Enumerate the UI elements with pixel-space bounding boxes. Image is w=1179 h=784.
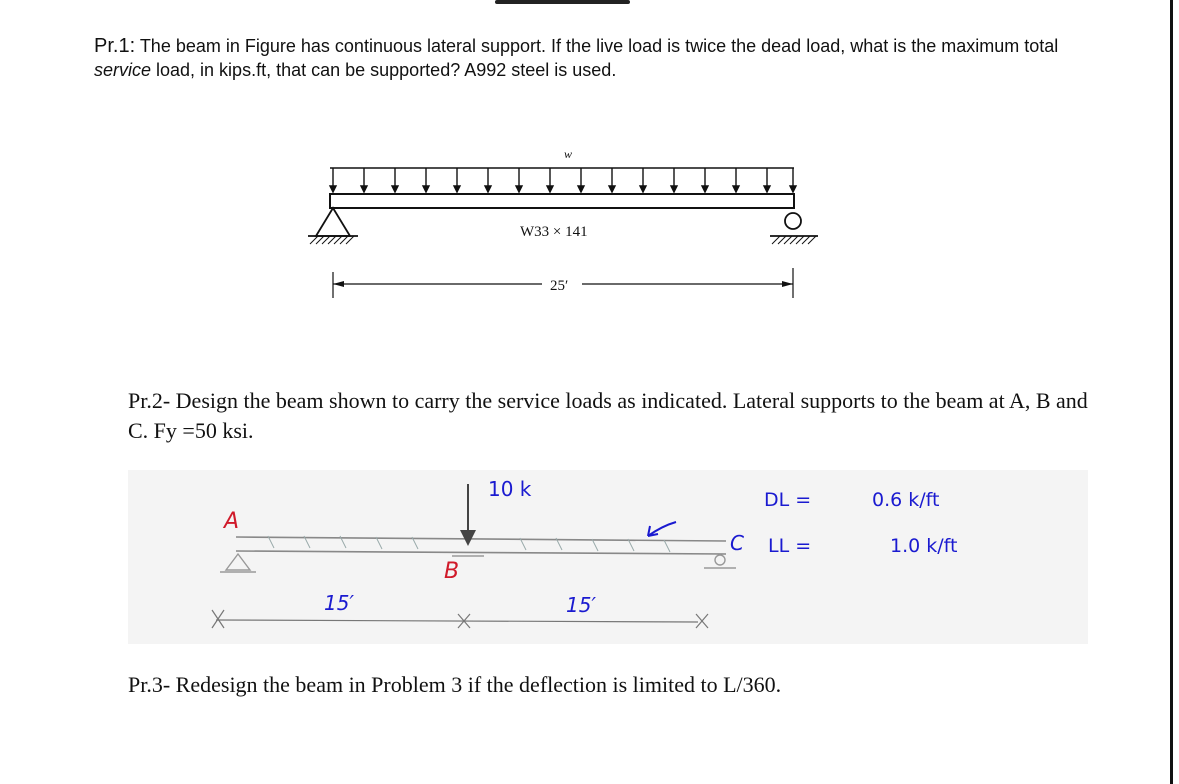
beam-sketch-2 <box>128 470 1088 644</box>
sketch-beam <box>236 537 726 554</box>
support-b-label: B <box>444 559 460 584</box>
beam-figure-1 <box>300 140 840 310</box>
live-load-value: 1.0 k/ft <box>890 535 958 557</box>
sketch-support-c <box>704 555 736 568</box>
sketch-support-a <box>220 554 256 572</box>
sketch-pointer-arrow <box>648 522 676 536</box>
problem-3-statement: Pr.3- Redesign the beam in Problem 3 if the deflection is limited to L/360. <box>128 672 782 697</box>
roller-support-right <box>770 213 818 244</box>
pin-support-left <box>308 208 358 244</box>
problem-1-text-before: The beam in Figure has continuous lateral support. If the live load is twice the dead load, what is the maximum total <box>135 36 1059 56</box>
point-load-label: 10 k <box>488 477 532 501</box>
span-ab-label: 15′ <box>324 591 354 615</box>
span-label: 25′ <box>550 278 569 294</box>
distributed-load-arrows <box>330 168 796 192</box>
span-bc-label: 15′ <box>566 593 596 617</box>
problem-2-statement: Pr.2- Design the beam shown to carry the service loads as indicated. Lateral supports to the beam at A, B and C. Fy =50 ksi. <box>128 388 1088 443</box>
dead-load-value: 0.6 k/ft <box>872 489 940 511</box>
beam-w33x141 <box>330 194 794 208</box>
problem-1-text-emphasis: service <box>94 60 152 80</box>
top-edge-mark <box>495 0 630 4</box>
problem-1-statement <box>94 34 1094 82</box>
load-w-label: w <box>564 147 573 161</box>
handwritten-sketch <box>128 470 1088 644</box>
live-load-label: LL = <box>768 535 812 557</box>
sketch-dimension-line <box>212 610 708 628</box>
section-label: W33 × 141 <box>520 224 588 240</box>
dead-load-label: DL = <box>764 489 812 511</box>
problem-1-text-after: load, in kips.ft, that can be supported? A992 steel is used. <box>151 60 617 80</box>
page-right-edge <box>1170 0 1173 784</box>
support-c-label: C <box>730 531 744 555</box>
support-a-label: A <box>224 509 240 534</box>
problem-1-label: Pr.1: <box>94 35 136 57</box>
sketch-point-load-arrow <box>460 484 476 546</box>
